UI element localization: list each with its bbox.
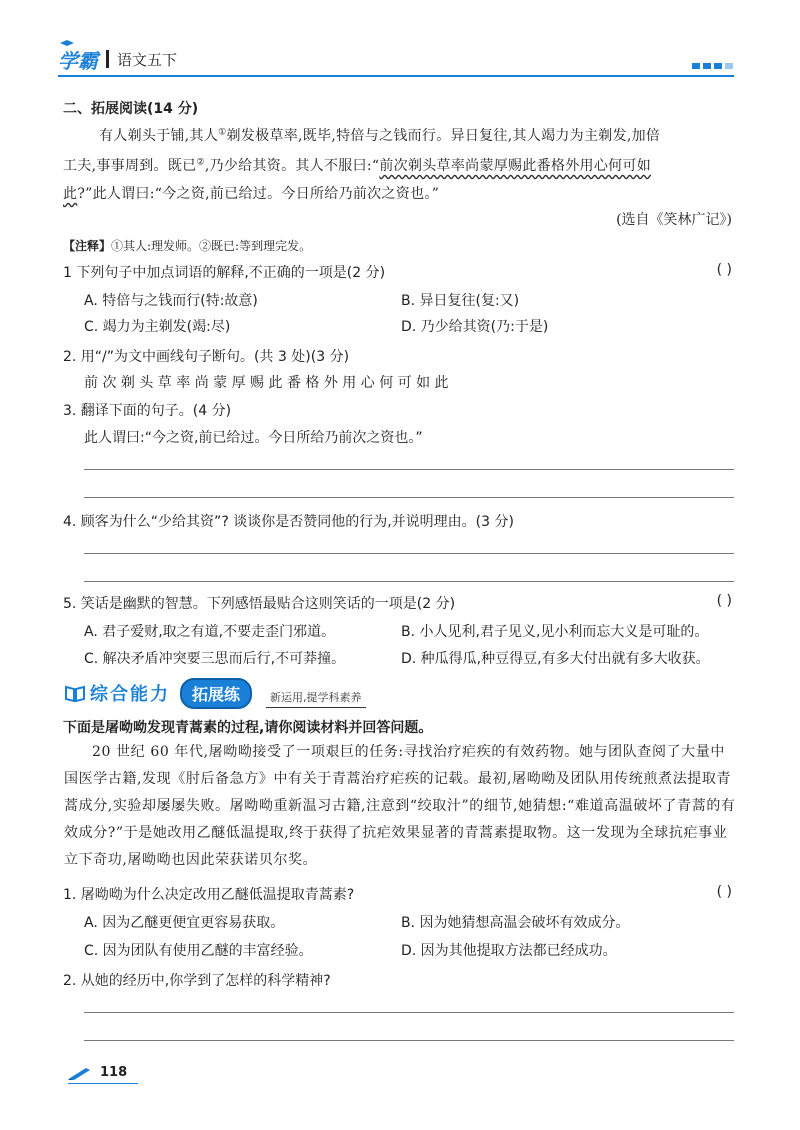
option-c[interactable]: C. 解决矛盾冲突要三思而后行,不可莽撞。	[84, 651, 346, 667]
brand-divider	[106, 50, 109, 68]
annotation	[63, 237, 311, 254]
subject-label: 语文五下	[117, 50, 178, 69]
header-decor-blocks	[692, 63, 733, 69]
question-1: 1 下列句子中加点词语的解释,不正确的一项是(2 分)	[63, 265, 386, 281]
translate-sentence: 此人谓曰:“今之资,前已给过。今日所给乃前次之资也。”	[84, 430, 423, 446]
passage-text: 工夫,事事周到。既已	[63, 158, 197, 174]
question-5: 5. 笑话是幽默的智慧。下列感悟最贴合这则笑话的一项是(2 分)	[63, 596, 456, 612]
extension-paragraph: 20 世纪 60 年代,屠呦呦接受了一项艰巨的任务:寻找治疗疟疾的有效药物。她与团队查阅了大量中国医学古籍,发现《肘后备急方》中有关于青蒿治疗疟疾的记载。最初,屠呦呦及团队用传统煎煮法提取青蒿成分,实验却屡屡失败。屠呦呦重新温习古籍,注意到“绞取汁”的细节,她猜想:“难道高温破坏了青蒿的有效成分?”于是她改用乙醚低温提取,终于获得了抗疟效果显著的青蒿素提取物。这一发现为全球抗疟事业立下奇功,屠呦呦也因此荣获诺贝尔奖。	[64, 744, 736, 868]
banner-title: 综合能力	[90, 684, 170, 705]
header-brand	[58, 44, 177, 74]
banner-pill: 拓展练	[180, 678, 252, 709]
option-d[interactable]: D. 乃少给其资(乃:于是)	[401, 319, 549, 335]
answer-bracket[interactable]: ( )	[716, 262, 732, 278]
page-number: 118	[100, 1065, 128, 1080]
option-b[interactable]: B. 小人见利,君子见义,见小利而忘大义是可耻的。	[401, 624, 709, 640]
section-title: 二、拓展阅读(14 分)	[63, 101, 199, 117]
passage-text: ,乃少给其资。其人不服曰:“	[204, 158, 380, 174]
footer	[68, 1065, 127, 1080]
footer-rule	[68, 1083, 138, 1084]
option-c[interactable]: C. 竭力为主剃发(竭:尽)	[84, 319, 231, 335]
book-icon	[64, 683, 86, 703]
option-b[interactable]: B. 因为她猜想高温会破坏有效成分。	[401, 915, 630, 931]
answer-line[interactable]	[84, 469, 734, 470]
answer-bracket[interactable]: ( )	[716, 593, 732, 609]
passage-line-2	[63, 155, 651, 175]
annotation-label: 【注释】	[63, 239, 112, 253]
underlined-sentence: 此	[63, 186, 78, 202]
underlined-sentence: 前次剃头草率尚蒙厚赐此番格外用心何可如	[379, 158, 652, 174]
answer-line[interactable]	[84, 497, 734, 498]
option-b[interactable]: B. 异日复往(复:又)	[401, 293, 520, 309]
option-d[interactable]: D. 因为其他提取方法都已经成功。	[401, 943, 617, 959]
extension-banner	[64, 679, 366, 707]
option-a[interactable]: A. 君子爱财,取之有道,不要走歪门邪道。	[84, 624, 336, 640]
passage-line-3	[63, 183, 439, 203]
option-a[interactable]: A. 因为乙醚更便宜更容易获取。	[84, 915, 285, 931]
passage-line-1	[99, 125, 660, 145]
passage-text: 有人剃头于铺,其人	[99, 128, 219, 144]
banner-tag: 新运用,提学科素养	[266, 689, 366, 708]
header-rule	[58, 75, 734, 77]
footnote-ref: ②	[196, 157, 205, 168]
answer-bracket[interactable]: ( )	[716, 884, 732, 900]
extension-question-2: 2. 从她的经历中,你学到了怎样的科学精神?	[63, 973, 331, 989]
passage-text: ?”此人谓曰:“今之资,前已给过。今日所给乃前次之资也。”	[77, 186, 440, 202]
segmentation-sentence[interactable]: 前 次 剃 头 草 率 尚 蒙 厚 赐 此 番 格 外 用 心 何 可 如 此	[84, 375, 449, 391]
footnote-ref: ①	[218, 127, 227, 138]
option-a[interactable]: A. 特倍与之钱而行(特:故意)	[84, 293, 258, 309]
question-2: 2. 用“/”为文中画线句子断句。(共 3 处)(3 分)	[63, 349, 350, 365]
extension-intro: 下面是屠呦呦发现青蒿素的过程,请你阅读材料并回答问题。	[63, 720, 433, 736]
annotation-text: ①其人:理发师。②既已:等到理完发。	[111, 239, 312, 253]
pen-icon	[68, 1066, 92, 1080]
brand-logo: 学霸	[58, 48, 98, 73]
question-3: 3. 翻译下面的句子。(4 分)	[63, 403, 232, 419]
answer-line[interactable]	[84, 1012, 734, 1013]
question-4: 4. 顾客为什么“少给其资”? 谈谈你是否赞同他的行为,并说明理由。(3 分)	[63, 514, 514, 530]
answer-line[interactable]	[84, 581, 734, 582]
option-c[interactable]: C. 因为团队有使用乙醚的丰富经验。	[84, 943, 313, 959]
option-d[interactable]: D. 种瓜得瓜,种豆得豆,有多大付出就有多大收获。	[401, 651, 710, 667]
answer-line[interactable]	[84, 553, 734, 554]
answer-line[interactable]	[84, 1040, 734, 1041]
extension-question-1: 1. 屠呦呦为什么决定改用乙醚低温提取青蒿素?	[63, 887, 355, 903]
passage-source: (选自《笑林广记》)	[616, 212, 732, 228]
passage-text: 剃发极草率,既毕,特倍与之钱而行。异日复往,其人竭力为主剃发,加倍	[226, 128, 661, 144]
